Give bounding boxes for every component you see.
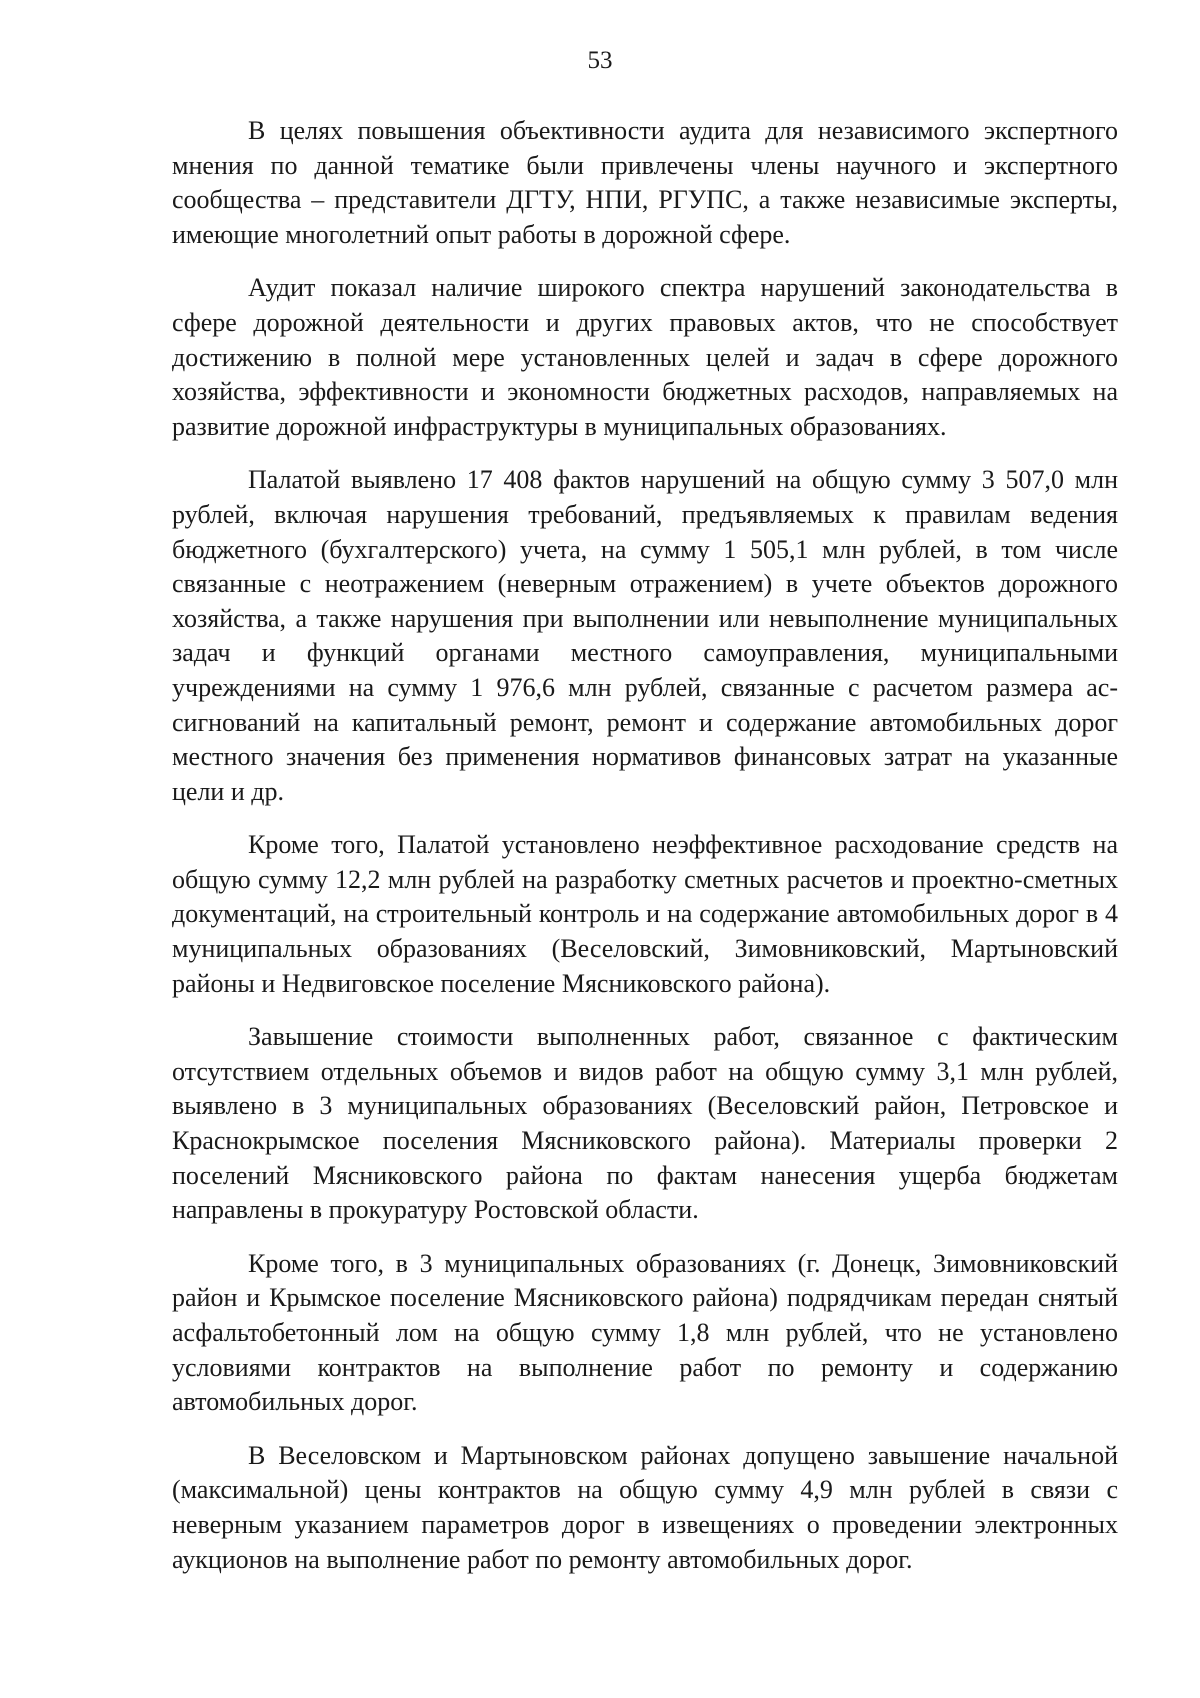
body-text <box>172 114 1118 1596</box>
paragraph-asphalt-scrap: Кроме того, в 3 муниципальных образованиях (г. Донецк, Зимовниковский район и Крымское поселение Мясниковского района) подрядчикам передан снятый асфальтобетонный лом на общую сумму 1,8 млн рублей, что не установлено условиями контрактов на выполнение работ по ремонту и содержанию автомобильных дорог. <box>172 1248 1118 1417</box>
paragraph-contract-price: В Веселовском и Мартыновском районах допущено завышение начальной (максимальной) цены контрактов на общую сумму 4,9 млн рублей в связи с неверным указанием параметров дорог в извещениях о проведении электронных аукционов на выполнение работ по ремонту автомобильных дорог. <box>172 1440 1118 1574</box>
paragraph-audit-findings: Аудит показал наличие широкого спектра нарушений законодательства в сфере дорожной деятельности и других правовых актов, что не способствует достижению в полной мере установленных целей и задач в сфере дорожного хозяйства, эффективности и экономности бюджетных расходов, направляемых на развитие дорожной инфраструктуры в муниципальных образованиях. <box>172 273 1118 441</box>
paragraph-violations-total: Палатой выявлено 17 408 фактов нарушений на общую сумму 3 507,0 млн рублей, включая нарушения требований, предъявляемых к правилам ведения бюджетного (бухгалтерского) учета, на сумму 1 505,1 млн рублей, в том числе связанные с неотражением (неверным отражением) в учете объектов дорожного хозяйства, а также нарушения при выполнении или невыполнение муниципальных задач и функций органами местного самоуправления, муниципальными учреждениями на сумму 1 976,6 млн рублей, связанные с расчетом размера ассигнований на капитальный ремонт, ремонт и содержание автомобильных дорог местного значения без применения нормативов финансовых затрат на указанные цели и др. <box>172 465 1118 806</box>
paragraph-expert-involvement: В целях повышения объективности аудита для независимого экспертного мнения по данной тематике были привлечены члены научного и экспертного сообщества – представители ДГТУ, НПИ, РГУПС, а также независимые эксперты, имеющие многолетний опыт работы в дорожной сфере. <box>172 116 1118 249</box>
paragraph-inefficient-spending: Кроме того, Палатой установлено неэффективное расходование средств на общую сумму 12,2 млн рублей на разработку сметных расчетов и проектно-сметных документаций, на строительный контроль и на содержание автомобильных дорог в 4 муниципальных образованиях (Веселовский, Зимовниковский, Мартыновский районы и Недвиговское поселение Мясниковского района). <box>172 830 1118 998</box>
page-number: 53 <box>587 47 613 74</box>
paragraph-cost-overstatement: Завышение стоимости выполненных работ, связанное с фактическим отсутствием отдельных объемов и видов работ на общую сумму 3,1 млн рублей, выявлено в 3 муниципальных образованиях (Веселовский район, Петровское и Краснокрымское поселения Мясниковского района). Материалы проверки 2 поселений Мясниковского района по фактам нанесения ущерба бюджетам направлены в прокуратуру Ростовской области. <box>172 1022 1118 1225</box>
